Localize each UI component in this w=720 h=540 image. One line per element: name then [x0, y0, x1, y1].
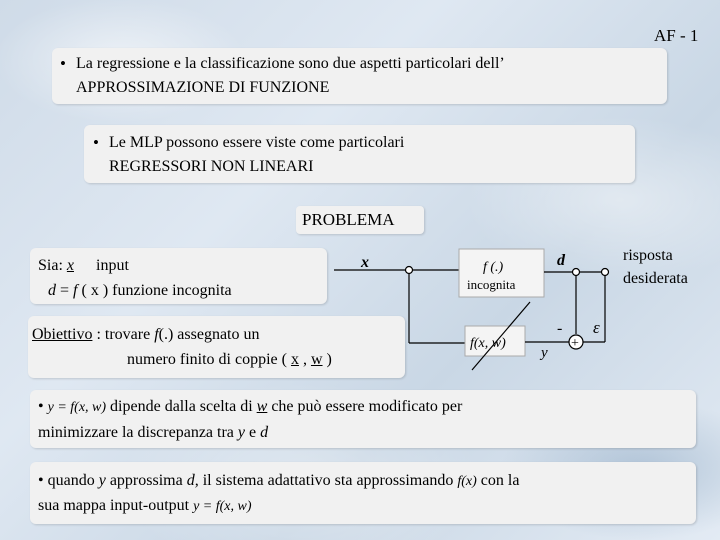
f-label: f (.) — [483, 260, 504, 275]
sia-f: f — [73, 282, 78, 299]
bullet2-line1: Le MLP possono essere viste come particolari — [109, 134, 405, 151]
sia-d: d — [48, 282, 56, 299]
bullet3-y: y — [237, 424, 245, 441]
bullet1-marker: • — [60, 54, 66, 73]
obiettivo-line2a: numero finito di coppie ( — [127, 351, 287, 368]
bullet4-d: d, — [186, 472, 199, 489]
bullet3-t2: che può essere modificato per — [271, 398, 463, 415]
obiettivo-text2: (.) assegnato un — [158, 326, 260, 343]
sia-input: input — [96, 257, 129, 274]
sum-plus: + — [571, 336, 579, 351]
obiettivo-x: x — [290, 351, 299, 368]
bullet2-line2: REGRESSORI NON LINEARI — [109, 158, 314, 175]
bullet3-formula: y = f(x, w) — [47, 400, 107, 415]
bullet3-line1 — [38, 398, 462, 416]
sia-label: Sia: — [38, 257, 63, 274]
obiettivo-text1: : trovare — [96, 326, 151, 343]
bullet4-line2 — [38, 497, 252, 515]
y-label: y — [541, 345, 548, 361]
bullet1-line2: APPROSSIMAZIONE DI FUNZIONE — [76, 79, 330, 96]
bullet4-t1: quando — [47, 472, 95, 489]
bullet3-line2a: minimizzare la discrepanza tra — [38, 424, 234, 441]
bullet4-t3: il sistema adattativo sta approssimando — [202, 472, 454, 489]
input-node — [406, 267, 413, 274]
bullet1-line1: La regressione e la classificazione sono due aspetti particolari dell’ — [76, 55, 505, 72]
bullet2-marker: • — [93, 133, 99, 152]
bullet4-y: y — [98, 472, 106, 489]
bullet4-t4: con la — [480, 472, 520, 489]
bullet4-line1 — [38, 472, 519, 490]
x-label: x — [361, 254, 369, 271]
bullet3-w: w — [256, 398, 268, 415]
sia-arg: ( x ) — [81, 282, 109, 299]
bullet4-t2: approssima — [109, 472, 183, 489]
epsilon-label: ε — [593, 318, 600, 337]
desiderata-label: desiderata — [623, 270, 688, 287]
risposta-label: risposta — [623, 247, 673, 264]
bullet4-fx: f(x) — [457, 474, 477, 489]
sia-x: x — [66, 257, 74, 274]
bullet3-e: e — [249, 424, 257, 441]
d-node — [573, 269, 580, 276]
obiettivo-comma: , — [302, 351, 307, 368]
model-formula: f(x, w) — [470, 336, 506, 351]
sia-rest: funzione incognita — [112, 282, 232, 299]
d-out-node — [602, 269, 609, 276]
bullet4-line2-text: sua mappa input-output — [38, 497, 190, 514]
sia-eq: = — [60, 282, 70, 299]
obiettivo-f: f — [154, 326, 159, 343]
bullet3-t1: dipende dalla scelta di — [110, 398, 253, 415]
d-label: d — [557, 252, 565, 269]
obiettivo-label: Obiettivo — [32, 326, 93, 343]
bullet3-marker: • — [38, 398, 44, 415]
incognita-label: incognita — [467, 277, 516, 292]
bullet3-d: d — [260, 424, 269, 441]
slide-number: AF - 1 — [654, 26, 699, 45]
bullet4-formula: y = f(x, w) — [193, 499, 252, 514]
obiettivo-close: ) — [326, 351, 332, 368]
bullet3-line2 — [38, 424, 268, 442]
sum-minus: - — [557, 320, 563, 337]
bullet4-marker: • — [38, 472, 44, 489]
problema-heading: PROBLEMA — [302, 210, 395, 229]
obiettivo-w: w — [310, 351, 323, 368]
